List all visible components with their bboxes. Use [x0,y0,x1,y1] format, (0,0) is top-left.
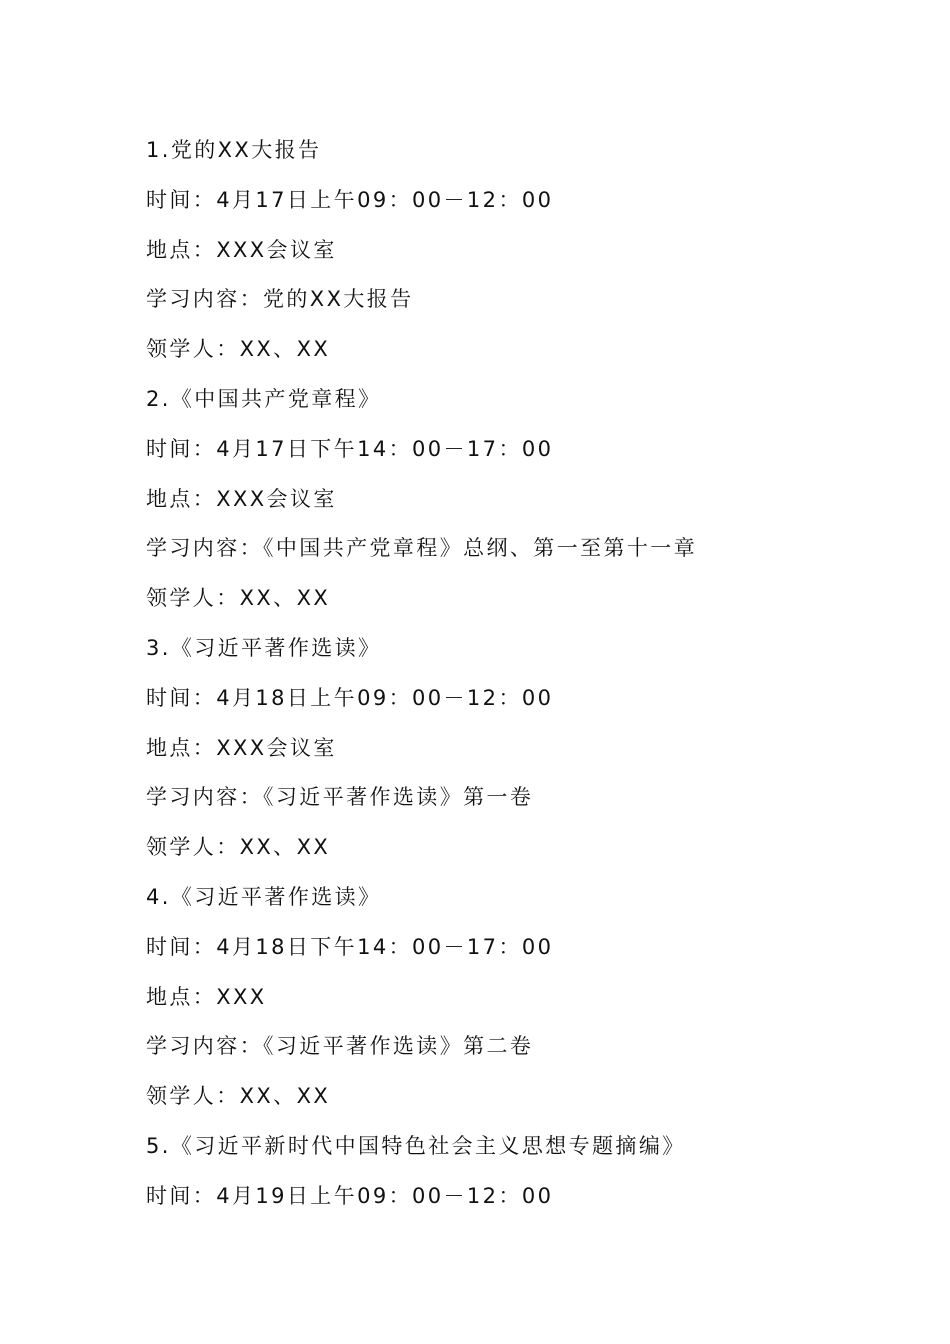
section-4-title: 4.《习近平著作选读》 [146,884,382,909]
section-2-location: 地点：XXX会议室 [146,486,337,511]
section-1-location: 地点：XXX会议室 [146,237,337,262]
section-1-leader: 领学人：XX、XX [146,337,331,362]
section-1-time: 时间：4月17日上午09：00－12：00 [146,187,554,212]
section-2-content: 学习内容：《中国共产党章程》总纲、第一至第十一章 [146,536,698,561]
section-4-content: 学习内容：《习近平著作选读》第二卷 [146,1034,534,1059]
section-3-leader: 领学人：XX、XX [146,835,331,860]
section-3-title: 3.《习近平著作选读》 [146,635,382,660]
section-1-content: 学习内容：党的XX大报告 [146,287,414,312]
section-2-leader: 领学人：XX、XX [146,586,331,611]
section-4-time: 时间：4月18日下午14：00－17：00 [146,934,554,959]
section-3-location: 地点：XXX会议室 [146,735,337,760]
section-2-time: 时间：4月17日下午14：00－17：00 [146,436,554,461]
section-3-content: 学习内容：《习近平著作选读》第一卷 [146,785,534,810]
section-2-title: 2.《中国共产党章程》 [146,386,382,411]
section-5-title: 5.《习近平新时代中国特色社会主义思想专题摘编》 [146,1133,686,1158]
section-4-location: 地点：XXX [146,984,267,1009]
document-body [146,126,906,1222]
section-1-title: 1.党的XX大报告 [146,138,322,162]
section-5-time: 时间：4月19日上午09：00－12：00 [146,1183,554,1208]
section-3-time: 时间：4月18日上午09：00－12：00 [146,685,554,710]
section-4-leader: 领学人：XX、XX [146,1084,331,1109]
